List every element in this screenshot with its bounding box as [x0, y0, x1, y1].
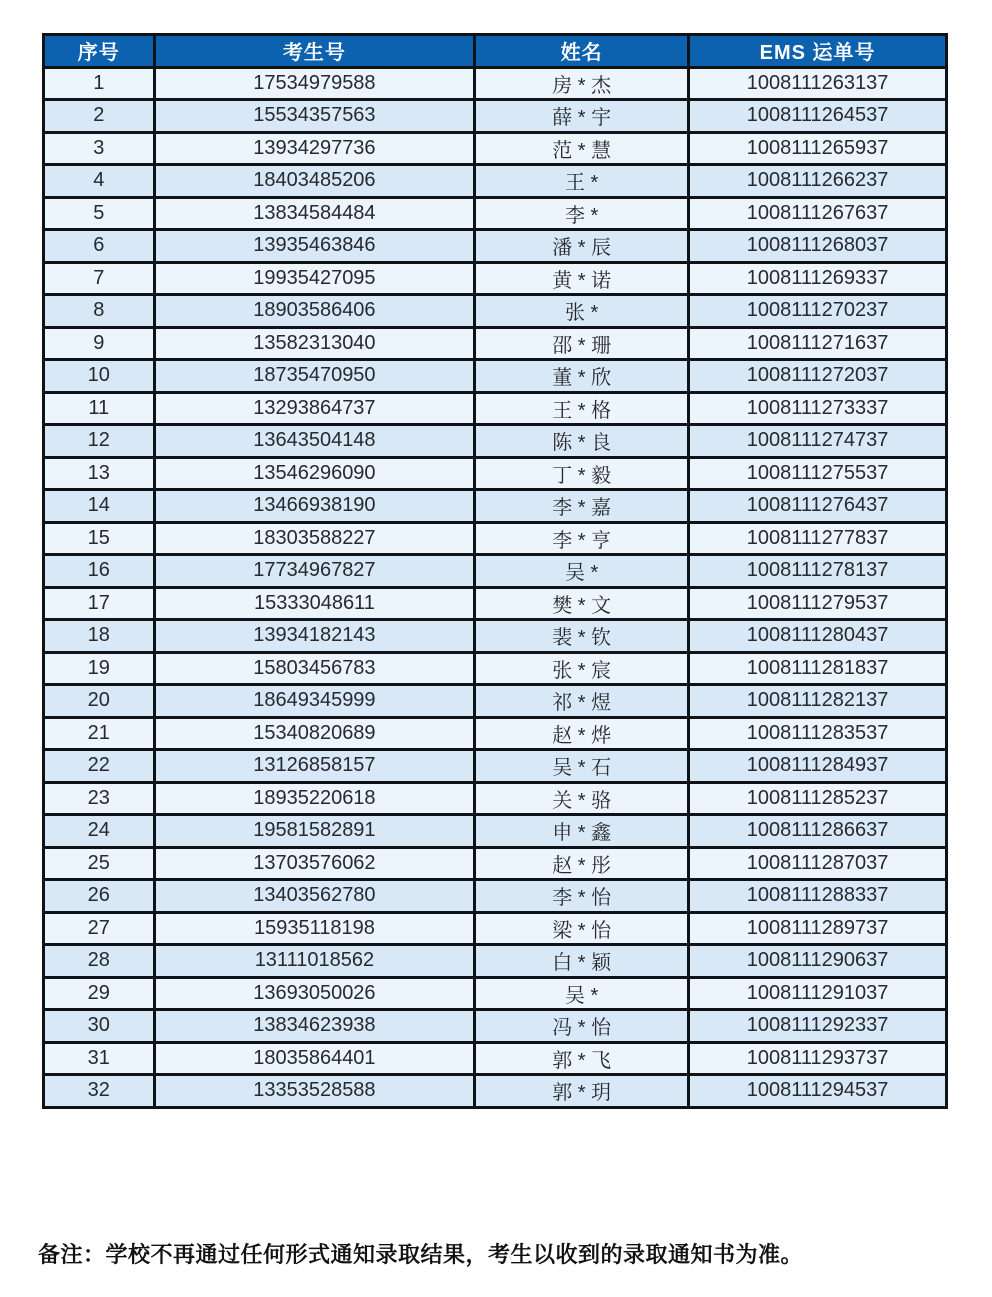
- cell-candidate-number: 13834584484: [154, 197, 475, 230]
- header-name: 姓名: [475, 35, 689, 68]
- cell-candidate-number: 15803456783: [154, 652, 475, 685]
- table-row: [44, 360, 947, 393]
- cell-ems-number: 1008111283537: [689, 717, 947, 750]
- cell-name: 陈 * 良: [475, 425, 689, 458]
- cell-candidate-number: 15935118198: [154, 912, 475, 945]
- table-row: [44, 490, 947, 523]
- cell-ems-number: 1008111264537: [689, 100, 947, 133]
- cell-ems-number: 1008111276437: [689, 490, 947, 523]
- table-row: [44, 1075, 947, 1108]
- cell-candidate-number: 15333048611: [154, 587, 475, 620]
- cell-candidate-number: 17734967827: [154, 555, 475, 588]
- cell-ems-number: 1008111273337: [689, 392, 947, 425]
- cell-serial-number: 28: [44, 945, 155, 978]
- cell-serial-number: 15: [44, 522, 155, 555]
- cell-name: 申 * 鑫: [475, 815, 689, 848]
- table-row: [44, 1010, 947, 1043]
- cell-name: 张 *: [475, 295, 689, 328]
- table-row: [44, 425, 947, 458]
- cell-serial-number: 14: [44, 490, 155, 523]
- cell-ems-number: 1008111274737: [689, 425, 947, 458]
- cell-serial-number: 25: [44, 847, 155, 880]
- cell-serial-number: 9: [44, 327, 155, 360]
- cell-candidate-number: 18403485206: [154, 165, 475, 198]
- admission-ems-table: [42, 33, 948, 1109]
- cell-name: 关 * 骆: [475, 782, 689, 815]
- cell-name: 冯 * 怡: [475, 1010, 689, 1043]
- cell-candidate-number: 13834623938: [154, 1010, 475, 1043]
- table-row: [44, 327, 947, 360]
- cell-serial-number: 18: [44, 620, 155, 653]
- cell-serial-number: 5: [44, 197, 155, 230]
- cell-candidate-number: 13934297736: [154, 132, 475, 165]
- cell-ems-number: 1008111294537: [689, 1075, 947, 1108]
- cell-candidate-number: 13703576062: [154, 847, 475, 880]
- table-row: [44, 165, 947, 198]
- cell-name: 吴 *: [475, 555, 689, 588]
- table-row: [44, 945, 947, 978]
- table-row: [44, 197, 947, 230]
- cell-candidate-number: 13466938190: [154, 490, 475, 523]
- cell-name: 白 * 颖: [475, 945, 689, 978]
- footer-note: 备注：学校不再通过任何形式通知录取结果，考生以收到的录取通知书为准。: [38, 1242, 804, 1267]
- table-row: [44, 912, 947, 945]
- cell-name: 裴 * 钦: [475, 620, 689, 653]
- cell-name: 赵 * 彤: [475, 847, 689, 880]
- cell-name: 李 *: [475, 197, 689, 230]
- header-candidate-number: 考生号: [154, 35, 475, 68]
- cell-serial-number: 27: [44, 912, 155, 945]
- table-row: [44, 815, 947, 848]
- cell-name: 李 * 嘉: [475, 490, 689, 523]
- cell-serial-number: 23: [44, 782, 155, 815]
- cell-candidate-number: 17534979588: [154, 67, 475, 100]
- table-row: [44, 262, 947, 295]
- admission-ems-table-container: [42, 33, 948, 1109]
- cell-ems-number: 1008111291037: [689, 977, 947, 1010]
- cell-ems-number: 1008111272037: [689, 360, 947, 393]
- cell-candidate-number: 18735470950: [154, 360, 475, 393]
- cell-name: 邵 * 珊: [475, 327, 689, 360]
- table-row: [44, 132, 947, 165]
- cell-name: 房 * 杰: [475, 67, 689, 100]
- cell-ems-number: 1008111279537: [689, 587, 947, 620]
- cell-candidate-number: 15340820689: [154, 717, 475, 750]
- cell-ems-number: 1008111287037: [689, 847, 947, 880]
- header-ems-number: EMS 运单号: [689, 35, 947, 68]
- table-row: [44, 977, 947, 1010]
- cell-serial-number: 31: [44, 1042, 155, 1075]
- cell-candidate-number: 13643504148: [154, 425, 475, 458]
- cell-ems-number: 1008111285237: [689, 782, 947, 815]
- table-row: [44, 522, 947, 555]
- cell-name: 赵 * 烨: [475, 717, 689, 750]
- cell-candidate-number: 13935463846: [154, 230, 475, 263]
- cell-ems-number: 1008111270237: [689, 295, 947, 328]
- cell-name: 吴 * 石: [475, 750, 689, 783]
- cell-ems-number: 1008111266237: [689, 165, 947, 198]
- cell-name: 张 * 宸: [475, 652, 689, 685]
- cell-ems-number: 1008111278137: [689, 555, 947, 588]
- cell-serial-number: 8: [44, 295, 155, 328]
- cell-serial-number: 29: [44, 977, 155, 1010]
- cell-ems-number: 1008111284937: [689, 750, 947, 783]
- cell-serial-number: 11: [44, 392, 155, 425]
- table-row: [44, 295, 947, 328]
- cell-candidate-number: 18035864401: [154, 1042, 475, 1075]
- cell-name: 潘 * 辰: [475, 230, 689, 263]
- cell-serial-number: 4: [44, 165, 155, 198]
- cell-candidate-number: 18935220618: [154, 782, 475, 815]
- cell-serial-number: 2: [44, 100, 155, 133]
- table-row: [44, 652, 947, 685]
- cell-name: 李 * 亨: [475, 522, 689, 555]
- table-row: [44, 587, 947, 620]
- cell-name: 黄 * 诺: [475, 262, 689, 295]
- cell-ems-number: 1008111281837: [689, 652, 947, 685]
- cell-ems-number: 1008111268037: [689, 230, 947, 263]
- cell-ems-number: 1008111292337: [689, 1010, 947, 1043]
- cell-serial-number: 20: [44, 685, 155, 718]
- cell-ems-number: 1008111289737: [689, 912, 947, 945]
- cell-candidate-number: 13293864737: [154, 392, 475, 425]
- cell-ems-number: 1008111288337: [689, 880, 947, 913]
- cell-candidate-number: 13353528588: [154, 1075, 475, 1108]
- cell-name: 董 * 欣: [475, 360, 689, 393]
- cell-name: 梁 * 怡: [475, 912, 689, 945]
- cell-serial-number: 17: [44, 587, 155, 620]
- cell-ems-number: 1008111290637: [689, 945, 947, 978]
- cell-serial-number: 13: [44, 457, 155, 490]
- cell-name: 樊 * 文: [475, 587, 689, 620]
- cell-candidate-number: 13582313040: [154, 327, 475, 360]
- table-row: [44, 555, 947, 588]
- cell-ems-number: 1008111275537: [689, 457, 947, 490]
- cell-serial-number: 10: [44, 360, 155, 393]
- table-row: [44, 1042, 947, 1075]
- cell-candidate-number: 13693050026: [154, 977, 475, 1010]
- table-row: [44, 685, 947, 718]
- cell-ems-number: 1008111271637: [689, 327, 947, 360]
- cell-name: 丁 * 毅: [475, 457, 689, 490]
- cell-name: 王 *: [475, 165, 689, 198]
- cell-candidate-number: 13126858157: [154, 750, 475, 783]
- header-serial-number: 序号: [44, 35, 155, 68]
- cell-serial-number: 3: [44, 132, 155, 165]
- cell-serial-number: 1: [44, 67, 155, 100]
- cell-candidate-number: 15534357563: [154, 100, 475, 133]
- cell-ems-number: 1008111267637: [689, 197, 947, 230]
- table-row: [44, 620, 947, 653]
- cell-candidate-number: 13111018562: [154, 945, 475, 978]
- cell-serial-number: 21: [44, 717, 155, 750]
- table-row: [44, 392, 947, 425]
- cell-serial-number: 7: [44, 262, 155, 295]
- cell-candidate-number: 18903586406: [154, 295, 475, 328]
- table-row: [44, 750, 947, 783]
- table-header-row: [44, 35, 947, 68]
- cell-name: 祁 * 煜: [475, 685, 689, 718]
- table-row: [44, 717, 947, 750]
- table-row: [44, 782, 947, 815]
- cell-candidate-number: 13934182143: [154, 620, 475, 653]
- cell-serial-number: 24: [44, 815, 155, 848]
- cell-serial-number: 19: [44, 652, 155, 685]
- table-row: [44, 230, 947, 263]
- cell-candidate-number: 18649345999: [154, 685, 475, 718]
- cell-candidate-number: 19935427095: [154, 262, 475, 295]
- cell-candidate-number: 13546296090: [154, 457, 475, 490]
- table-row: [44, 847, 947, 880]
- cell-ems-number: 1008111282137: [689, 685, 947, 718]
- table-row: [44, 67, 947, 100]
- cell-name: 薛 * 宇: [475, 100, 689, 133]
- cell-serial-number: 6: [44, 230, 155, 263]
- cell-ems-number: 1008111265937: [689, 132, 947, 165]
- cell-ems-number: 1008111269337: [689, 262, 947, 295]
- cell-ems-number: 1008111293737: [689, 1042, 947, 1075]
- cell-name: 吴 *: [475, 977, 689, 1010]
- cell-ems-number: 1008111280437: [689, 620, 947, 653]
- table-row: [44, 457, 947, 490]
- cell-ems-number: 1008111263137: [689, 67, 947, 100]
- cell-serial-number: 26: [44, 880, 155, 913]
- cell-serial-number: 22: [44, 750, 155, 783]
- cell-name: 范 * 慧: [475, 132, 689, 165]
- cell-candidate-number: 19581582891: [154, 815, 475, 848]
- cell-name: 王 * 格: [475, 392, 689, 425]
- cell-serial-number: 12: [44, 425, 155, 458]
- cell-serial-number: 16: [44, 555, 155, 588]
- table-row: [44, 880, 947, 913]
- cell-ems-number: 1008111286637: [689, 815, 947, 848]
- table-body: [44, 67, 947, 1107]
- cell-candidate-number: 13403562780: [154, 880, 475, 913]
- cell-name: 郭 * 玥: [475, 1075, 689, 1108]
- cell-name: 郭 * 飞: [475, 1042, 689, 1075]
- cell-name: 李 * 怡: [475, 880, 689, 913]
- cell-serial-number: 30: [44, 1010, 155, 1043]
- cell-candidate-number: 18303588227: [154, 522, 475, 555]
- cell-ems-number: 1008111277837: [689, 522, 947, 555]
- table-row: [44, 100, 947, 133]
- cell-serial-number: 32: [44, 1075, 155, 1108]
